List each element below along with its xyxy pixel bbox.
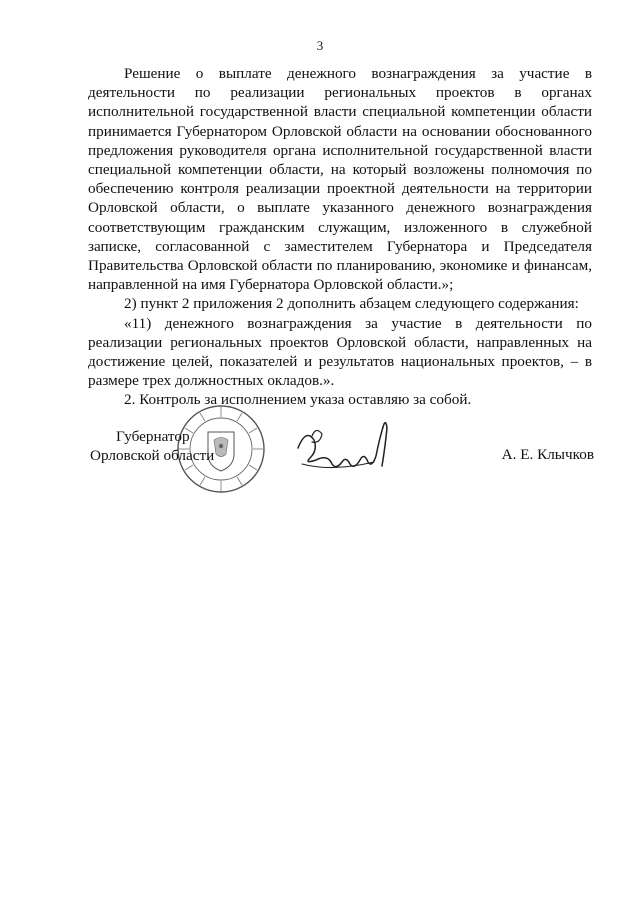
signer-title-line2: Орловской области [90,447,215,465]
signer-title [90,427,214,465]
signer-name: А. Е. Клычков [501,446,594,463]
paragraph-item-11: «11) денежного вознаграждения за участие в деятельности по реализации региональных проектов Орловской области, направленных на достижение целей, показателей и результатов национальных проектов, – в размере трех должностных окладов.». [88,314,592,390]
paragraph-item-2: 2) пункт 2 приложения 2 дополнить абзацем следующего содержания: [124,295,579,313]
paragraph-decision: Решение о выплате денежного вознаграждения за участие в деятельности по реализации региональных проектов в органах исполнительной государственной власти специальной компетенции области принимается Губернатором Орловской области на основании обоснованного предложения руководителя органа исполнительной государственной власти специальной компетенции области, на который возложены полномочия по обеспечению контроля реализации проектной деятельности на территории Орловской области, о выплате указанного денежного вознаграждения соответствующим гражданским служащим, изложенного в служебной записке, согласованной с заместителем Губернатора и Председателя Правительства Орловской области по планированию, экономике и финансам, направленной на имя Губернатора Орловской области.»; [88,65,592,294]
paragraph-control: 2. Контроль за исполнением указа оставляю за собой. [124,391,472,409]
handwritten-signature-icon [292,418,396,474]
signer-title-line1: Губернатор [116,428,190,445]
page-number: 3 [316,38,324,53]
document-body [88,64,592,410]
signature-block [0,400,640,510]
